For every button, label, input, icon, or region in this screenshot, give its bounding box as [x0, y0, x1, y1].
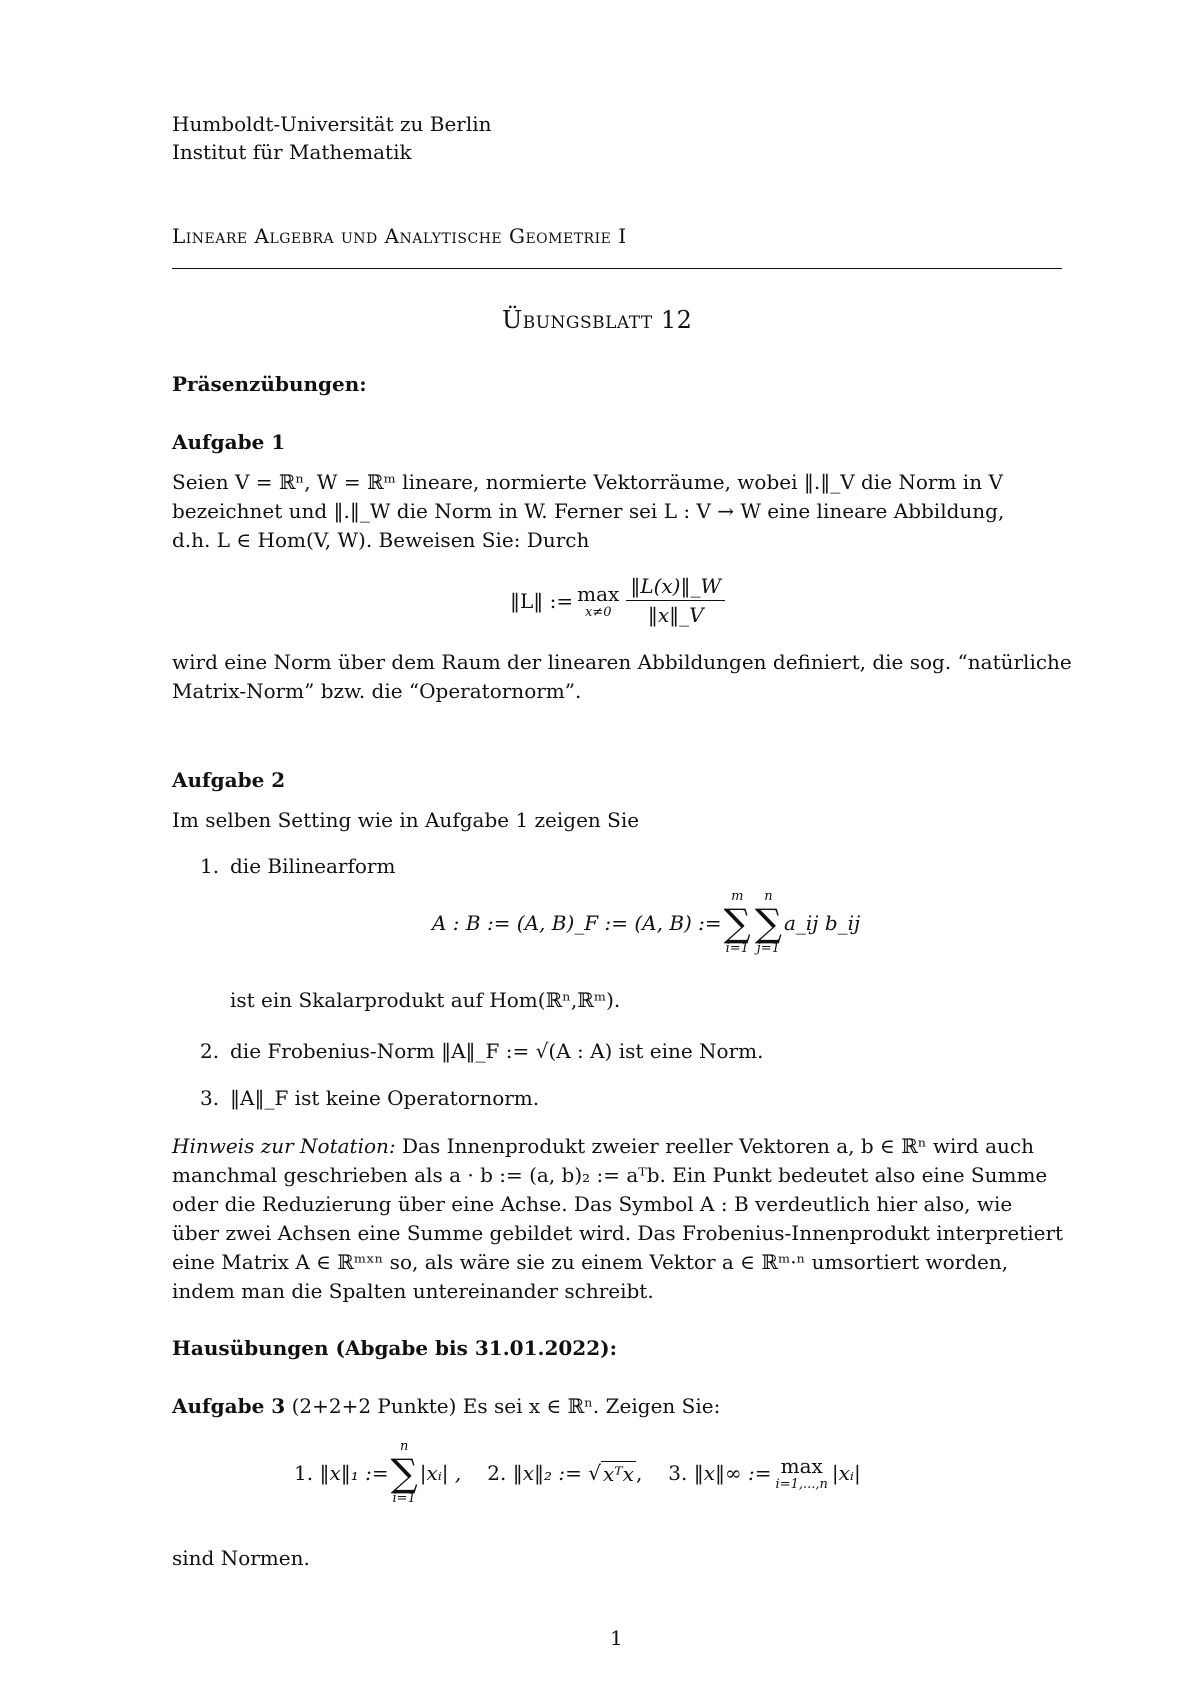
- university-name: Humboldt-Universität zu Berlin: [172, 112, 492, 136]
- norm1-lhs: ‖x‖₁ :=: [319, 1461, 389, 1485]
- task2-item1-number: 1.: [200, 854, 220, 878]
- hint-line6: indem man die Spalten untereinander schreibt.: [172, 1279, 654, 1303]
- norm-fraction: [626, 574, 725, 627]
- task1-line5: Matrix-Norm” bzw. die “Operatornorm”.: [172, 679, 582, 703]
- sum-over-j: n ∑ j=1: [754, 889, 782, 956]
- task1-line2: bezeichnet und ‖.‖_W die Norm in W. Ferner sei L : V → W eine lineare Abbildung,: [172, 499, 1005, 523]
- task2-item2-number: 2.: [200, 1039, 220, 1063]
- hint-label: Hinweis zur Notation:: [172, 1134, 396, 1158]
- task1-heading: Aufgabe 1: [172, 430, 286, 454]
- task1-line3: d.h. L ∈ Hom(V, W). Beweisen Sie: Durch: [172, 528, 590, 552]
- fraction-denominator: ‖x‖_V: [647, 603, 704, 627]
- fraction-numerator: ‖L(x)‖_W: [626, 574, 725, 601]
- sum-lower-limit: i=1: [725, 941, 749, 956]
- sum-lower-limit: i=1: [392, 1491, 416, 1506]
- norms-formula-row: 1. ‖x‖₁ := n ∑ i=1 |xᵢ| , 2. ‖x‖₂ := √ xᵀx , 3. ‖x‖∞ := max i=1,...,n |xᵢ|: [294, 1439, 861, 1506]
- task3-closing: sind Normen.: [172, 1546, 310, 1570]
- max-subscript: x≠0: [584, 604, 612, 620]
- task3-heading: Aufgabe 3: [172, 1394, 286, 1418]
- homework-heading: Hausübungen (Abgabe bis 31.01.2022):: [172, 1336, 617, 1360]
- norm2-sqrt: xᵀx: [602, 1461, 634, 1486]
- max-word: max: [577, 581, 620, 606]
- formula-lhs: A : B := (A, B)_F := (A, B) :=: [432, 911, 722, 935]
- course-title: Lineare Algebra und Analytische Geometrie I: [172, 224, 627, 248]
- task2-intro: Im selben Setting wie in Aufgabe 1 zeigen Sie: [172, 808, 640, 832]
- formula-rhs: a_ij b_ij: [783, 911, 861, 935]
- norm2-label: 2.: [487, 1461, 507, 1485]
- max-operator: [577, 582, 619, 620]
- hint-line5: eine Matrix A ∈ ℝᵐˣⁿ so, als wäre sie zu einem Vektor a ∈ ℝᵐ·ⁿ umsortiert worden,: [172, 1250, 1009, 1274]
- operator-norm-formula: [510, 574, 728, 627]
- task2-heading: Aufgabe 2: [172, 768, 286, 792]
- sum-upper-limit: n: [399, 1439, 409, 1454]
- presence-heading: Präsenzübungen:: [172, 372, 367, 396]
- task3-intro: [172, 1392, 720, 1420]
- task2-item1-text: die Bilinearform: [230, 854, 396, 878]
- sum-lower-limit: j=1: [756, 941, 780, 956]
- hint-line2: manchmal geschrieben als a · b := (a, b)₂ := aᵀb. Ein Punkt bedeutet also eine Summe: [172, 1163, 1048, 1187]
- norm3-rhs: |xᵢ|: [831, 1461, 861, 1485]
- max-word: max: [780, 1454, 823, 1478]
- norm1-sum: n ∑ i=1: [390, 1439, 418, 1506]
- task2-item2-text: die Frobenius-Norm ‖A‖_F := √(A : A) ist eine Norm.: [230, 1039, 764, 1063]
- sheet-title: Übungsblatt 12: [502, 306, 693, 334]
- norm1-rhs: |xᵢ| ,: [419, 1461, 462, 1485]
- hint-line3: oder die Reduzierung über eine Achse. Das Symbol A : B verdeutlich hier also, wie: [172, 1192, 1013, 1216]
- header-divider: [172, 268, 1062, 269]
- frobenius-inner-product-formula: [432, 890, 860, 956]
- task2-item3-text: ‖A‖_F ist keine Operatornorm.: [230, 1086, 540, 1110]
- formula-lhs: ‖L‖ :=: [510, 588, 574, 613]
- sum-over-i: m ∑ i=1: [723, 889, 751, 956]
- task2-item1-after: ist ein Skalarprodukt auf Hom(ℝⁿ,ℝᵐ).: [230, 988, 621, 1012]
- hint-line4: über zwei Achsen eine Summe gebildet wird. Das Frobenius-Innenprodukt interpretiert: [172, 1221, 1064, 1245]
- sum-upper-limit: n: [764, 889, 773, 904]
- page-number: 1: [610, 1626, 623, 1650]
- max-subscript: i=1,...,n: [775, 1477, 828, 1492]
- task2-item3-number: 3.: [200, 1086, 220, 1110]
- norm3-max: [776, 1454, 828, 1492]
- institute-name: Institut für Mathematik: [172, 140, 412, 164]
- norm3-label: 3.: [668, 1461, 688, 1485]
- norm2-lhs: ‖x‖₂ :=: [512, 1461, 582, 1485]
- hint-line1: Hinweis zur Notation: Das Innenprodukt zweier reeller Vektoren a, b ∈ ℝⁿ wird auch: [172, 1134, 1034, 1158]
- sum-upper-limit: m: [731, 889, 744, 904]
- task1-line1: Seien V = ℝⁿ, W = ℝᵐ lineare, normierte Vektorräume, wobei ‖.‖_V die Norm in V: [172, 470, 1003, 494]
- norm2-comma: ,: [635, 1461, 643, 1485]
- task1-line4: wird eine Norm über dem Raum der linearen Abbildungen definiert, die sog. “natürliche: [172, 650, 1072, 674]
- task3-points: (2+2+2 Punkte) Es sei x ∈ ℝⁿ. Zeigen Sie:: [291, 1394, 721, 1418]
- norm3-lhs: ‖x‖∞ :=: [693, 1461, 772, 1485]
- norm1-label: 1.: [294, 1461, 314, 1485]
